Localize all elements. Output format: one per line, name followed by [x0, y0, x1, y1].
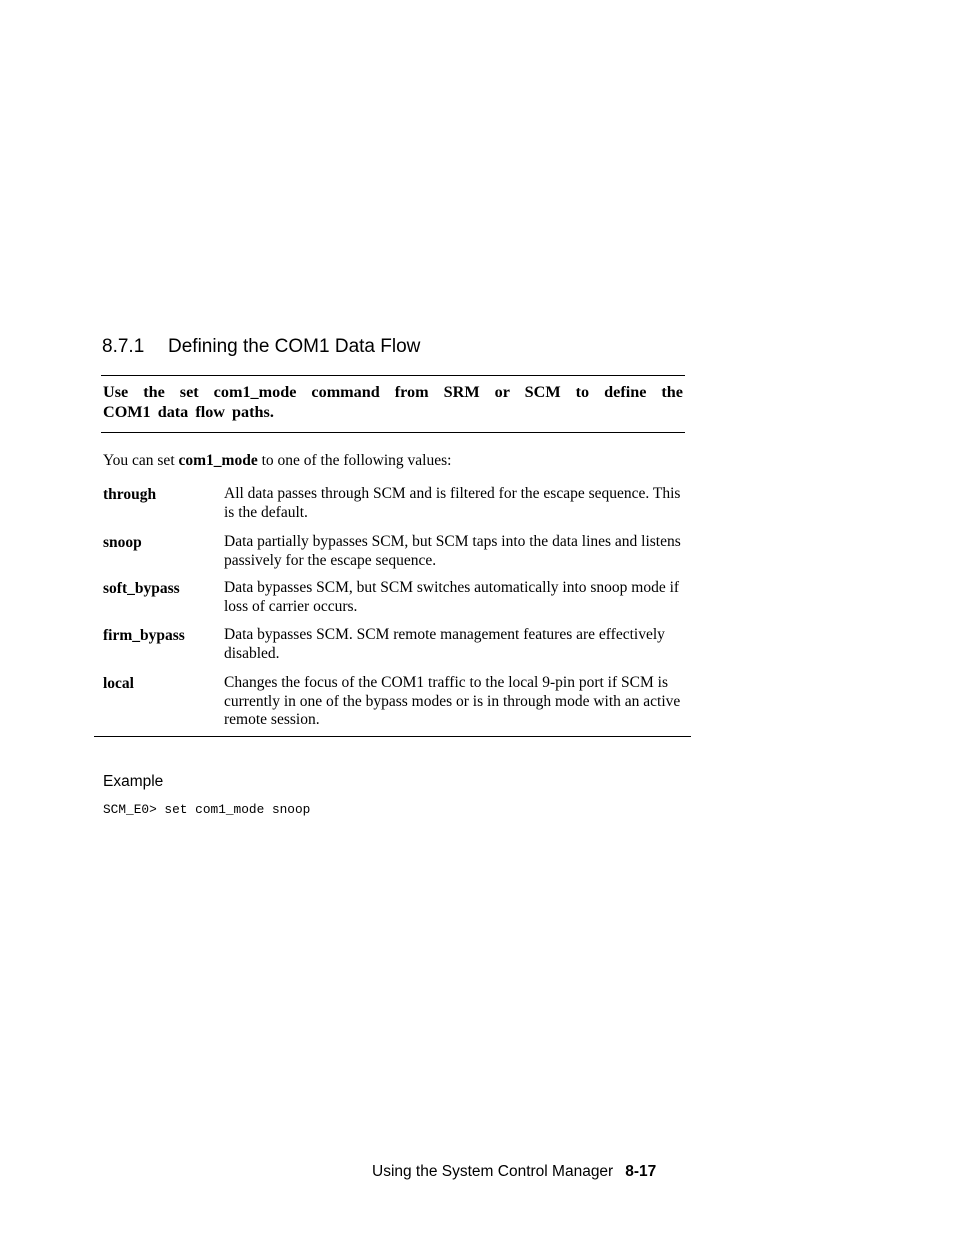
- definition-term: through: [103, 486, 157, 503]
- definition-term: snoop: [103, 534, 142, 551]
- example-heading: Example: [103, 773, 164, 790]
- definition-term: local: [103, 675, 134, 692]
- definitions-bottom-rule: [94, 736, 691, 737]
- summary-top-rule: [101, 375, 685, 376]
- definition-description: Data bypasses SCM, but SCM switches automatically into snoop mode if loss of carrier occurs.: [224, 579, 680, 615]
- definition-description: Data bypasses SCM. SCM remote management features are effectively disabled.: [224, 626, 665, 662]
- summary-bottom-rule: [101, 432, 685, 433]
- page-footer: [372, 1163, 656, 1181]
- summary-line-2: COM1 data flow paths.: [103, 403, 274, 421]
- section-number: 8.7.1: [102, 336, 145, 357]
- section-heading: [102, 336, 420, 358]
- definition-description: All data passes through SCM and is filtered for the escape sequence. This is the default.: [224, 485, 681, 521]
- summary-line-1: Use the set com1_mode command from SRM or SCM to define the: [103, 383, 683, 401]
- intro-keyword: com1_mode: [178, 452, 258, 469]
- intro-paragraph: [103, 451, 451, 470]
- intro-before: You can set: [103, 452, 179, 469]
- definition-description: Data partially bypasses SCM, but SCM taps into the data lines and listens passively for the escape sequence.: [224, 533, 681, 569]
- intro-after: to one of the following values:: [257, 452, 452, 469]
- summary-text: [103, 382, 683, 422]
- definition-term: firm_bypass: [103, 627, 185, 644]
- definition-term: soft_bypass: [103, 580, 180, 597]
- footer-page-number: 8-17: [625, 1163, 657, 1180]
- section-title: Defining the COM1 Data Flow: [168, 336, 421, 357]
- footer-chapter-title: Using the System Control Manager: [372, 1163, 614, 1180]
- definition-description: Changes the focus of the COM1 traffic to the local 9-pin port if SCM is currently in one of the bypass modes or is in through mode with an active remote session.: [224, 674, 681, 728]
- example-code: SCM_E0> set com1_mode snoop: [103, 802, 311, 817]
